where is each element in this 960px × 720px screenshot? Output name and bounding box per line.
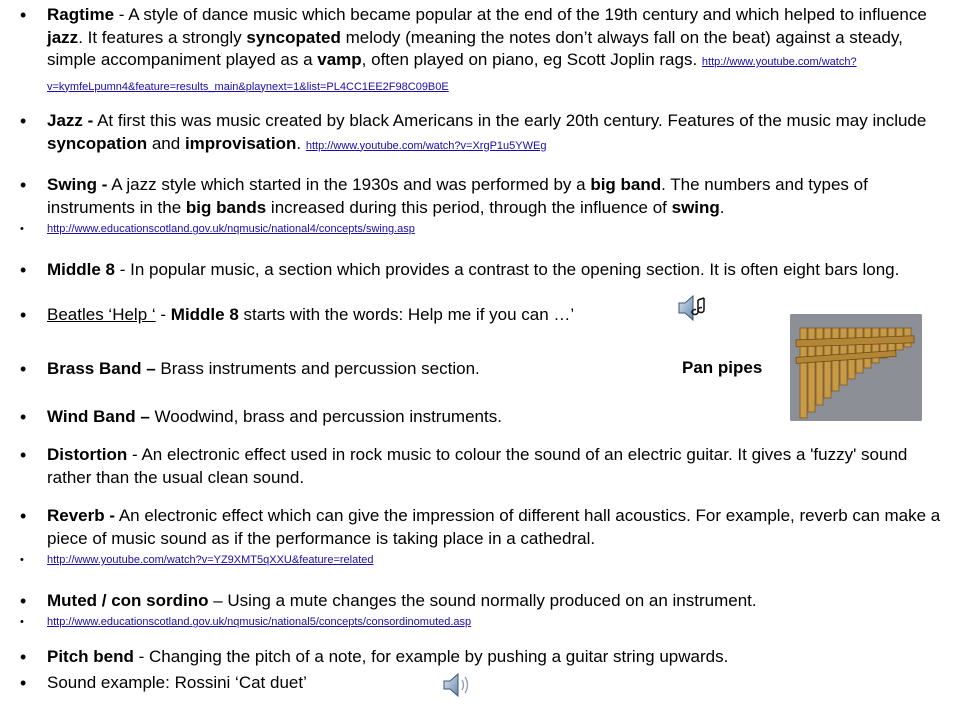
pan-pipes-label: Pan pipes xyxy=(682,358,763,377)
bullet-glyph: • xyxy=(20,5,27,25)
bullet-glyph: • xyxy=(20,554,24,566)
bullet-glyph: • xyxy=(20,305,27,325)
jazz-link[interactable]: http://www.youtube.com/watch?v=XrgP1u5YWEg xyxy=(305,139,547,152)
term-ragtime: Ragtime xyxy=(47,5,115,24)
bullet-glyph: • xyxy=(20,175,27,195)
bullet-glyph: • xyxy=(20,506,27,526)
bullet-glyph: • xyxy=(20,260,27,280)
bullet-glyph: • xyxy=(20,407,27,427)
ragtime-link[interactable]: http://www.youtube.com/watch?v=kymfeLpumn4&feature=results_main&playnext=1&list=PL4CC1EE2F98C09B0E xyxy=(47,56,857,93)
term-muted: Muted / con sordino xyxy=(47,591,209,610)
speaker-icon[interactable] xyxy=(441,671,471,699)
bullet-glyph: • xyxy=(20,223,24,235)
term-distortion: Distortion xyxy=(47,445,128,464)
term-swing: Swing - xyxy=(47,175,108,194)
bullet-glyph: • xyxy=(20,647,27,667)
term-jazz: Jazz - xyxy=(47,111,94,130)
reverb-link[interactable]: http://www.youtube.com/watch?v=YZ9XMT5qXXU&feature=related xyxy=(47,554,374,566)
term-reverb: Reverb - xyxy=(47,506,116,525)
term-pitch-bend: Pitch bend xyxy=(47,647,134,666)
pan-pipes-image xyxy=(790,314,922,421)
bullet-glyph: • xyxy=(20,359,27,379)
bullet-glyph: • xyxy=(20,111,27,131)
beatles-help-link[interactable]: Beatles ‘Help ‘ xyxy=(47,305,156,324)
term-middle8: Middle 8 xyxy=(47,260,116,279)
term-brass-band: Brass Band – xyxy=(47,359,156,378)
bullet-glyph: • xyxy=(20,445,27,465)
speaker-music-icon[interactable] xyxy=(676,292,712,324)
term-wind-band: Wind Band – xyxy=(47,407,150,426)
bullet-glyph: • xyxy=(20,616,24,628)
swing-link[interactable]: http://www.educationscotland.gov.uk/nqmusic/national4/concepts/swing.asp xyxy=(47,223,415,235)
bullet-glyph: • xyxy=(20,591,27,611)
muted-link[interactable]: http://www.educationscotland.gov.uk/nqmusic/national5/concepts/consordinomuted.asp xyxy=(47,616,472,628)
sound-example-text: Sound example: Rossini ‘Cat duet’ xyxy=(47,673,307,692)
bullet-glyph: • xyxy=(20,673,27,693)
